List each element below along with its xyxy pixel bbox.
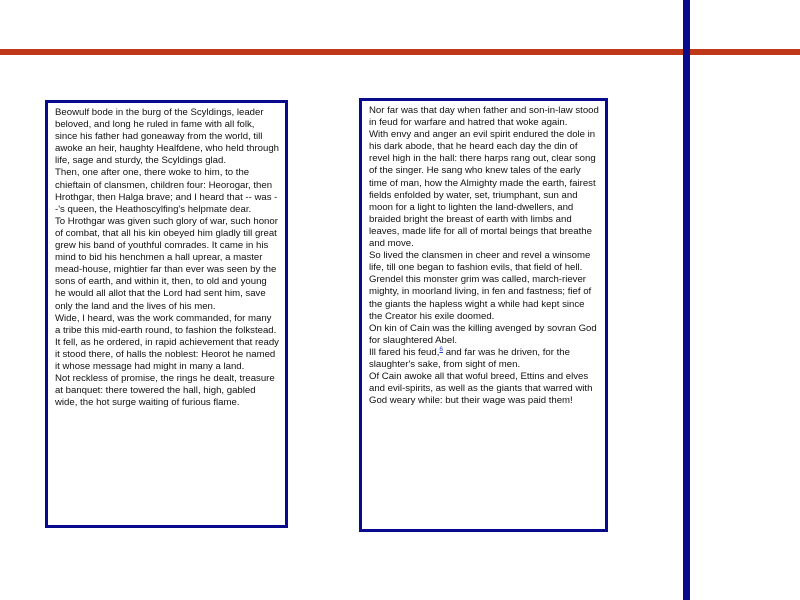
- right-text-panel: [359, 98, 608, 532]
- footnote-link[interactable]: 6: [439, 345, 444, 353]
- paragraph: Of Cain awoke all that woful breed, Ettins and elves and evil-spirits, as well as the giants that warred with God weary while: but their wage was paid them!: [369, 371, 593, 407]
- paragraph: Grendel this monster grim was called, march-riever mighty, in moorland living, in fen and fastness; fief of the giants the hapless wight a while had kept since the Creator his exile doomed.: [369, 274, 592, 322]
- paragraph: To Hrothgar was given such glory of war, such honor of combat, that all his kin obeyed him gladly till great grew his band of youthful comrades. It came in his mind to bid his henchmen a hall uprear, a master mead-house, mightier far than ever was seen by the sons of earth, and within it, then, to old and young he would all allot that the Lord had sent him, save only the land and the lives of his men.: [55, 215, 278, 312]
- paragraph-text: Ill fared his feud,: [369, 346, 440, 358]
- left-text-panel: [45, 100, 288, 528]
- paragraph: On kin of Cain was the killing avenged by sovran God for slaughtered Abel.: [369, 322, 597, 346]
- paragraph: Not reckless of promise, the rings he dealt, treasure at banquet: there towered the hall, high, gabled wide, the hot surge waiting of furious flame.: [55, 373, 275, 409]
- paragraph: Then, one after one, there woke to him, to the chieftain of clansmen, children four: Heorogar, then Hrothgar, then Halga brave; and I heard that -- was --'s queen, the Heathoscylfing's helpmate dear.: [55, 167, 278, 215]
- paragraph-with-footnote: [369, 347, 599, 371]
- paragraph: So lived the clansmen in cheer and revel a winsome life, till one began to fashion evils, that field of hell.: [369, 250, 591, 274]
- paragraph: Nor far was that day when father and son-in-law stood in feud for warfare and hatred that woke again.: [369, 105, 599, 129]
- paragraph-text: and far was he driven, for the slaughter's sake, from sight of men.: [369, 346, 570, 370]
- right-vertical-rule: [683, 0, 690, 600]
- top-horizontal-rule: [0, 49, 800, 55]
- paragraph: Wide, I heard, was the work commanded, for many a tribe this mid-earth round, to fashion the folkstead. It fell, as he ordered, in rapid achievement that ready it stood there, of halls the noblest: Heorot he named it whose message had might in many a land.: [55, 312, 279, 372]
- paragraph: With envy and anger an evil spirit endured the dole in his dark abode, that he heard each day the din of revel high in the hall: there harps rang out, clear song of the singer. He sang who knew tales of the early time of man, how the Almighty made the earth, fairest fields enfolded by water, set, triumphant, sun and moon for a light to lighten the land-dwellers, and braided bright the breast of earth with limbs and leaves, made life for all of mortal beings that breathe and move.: [369, 129, 596, 250]
- paragraph: Beowulf bode in the burg of the Scyldings, leader beloved, and long he ruled in fame with all folk, since his father had goneaway from the world, till awoke an heir, haughty Healfdene, who held through life, sage and sturdy, the Scyldings glad.: [55, 107, 280, 167]
